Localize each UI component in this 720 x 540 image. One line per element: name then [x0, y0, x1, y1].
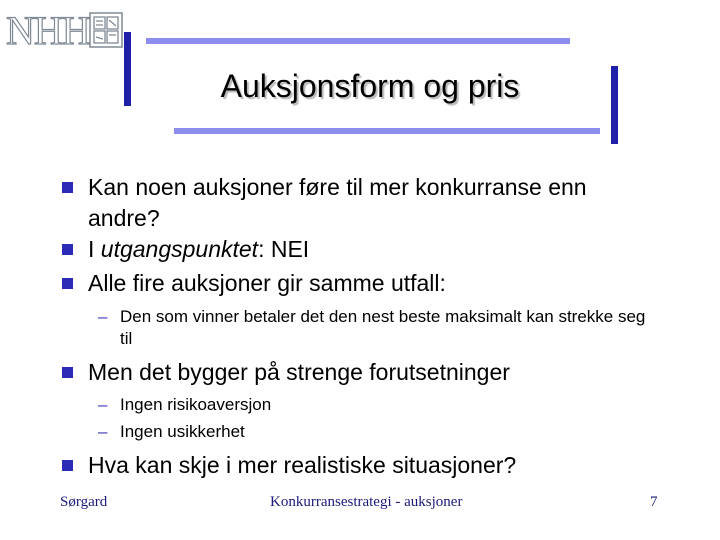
- sub-item-3-1: [98, 306, 650, 350]
- sub-item-4-1: [98, 394, 650, 416]
- title-right-vertical-bar: [611, 66, 618, 144]
- nhh-seal-icon: [89, 12, 123, 48]
- sub-item-text: Ingen usikkerhet: [120, 422, 245, 441]
- footer-page-number: 7: [650, 494, 658, 510]
- bullet-item-2: [88, 234, 648, 265]
- title-bottom-rule: [174, 128, 600, 134]
- square-bullet-icon: [62, 244, 73, 255]
- title-top-rule: [146, 38, 570, 44]
- logo-text: NHH: [6, 8, 90, 53]
- sub-item-text: Ingen risikoaversjon: [120, 395, 272, 414]
- bullet-text-prefix: I: [88, 236, 101, 262]
- bullet-item-5: [88, 450, 648, 481]
- dash-bullet-icon: –: [98, 307, 108, 326]
- dash-bullet-icon: –: [98, 395, 108, 414]
- bullet-text: Alle fire auksjoner gir samme utfall:: [88, 270, 446, 296]
- bullet-text: Kan noen auksjoner føre til mer konkurranse enn andre?: [88, 174, 587, 231]
- nhh-logo: [6, 10, 122, 52]
- footer-course: Konkurransestrategi - auksjoner: [270, 494, 463, 510]
- footer-author: Sørgard: [60, 494, 108, 510]
- bullet-text-emphasis: utgangspunktet: [100, 236, 259, 262]
- bullet-item-4: [88, 357, 648, 388]
- square-bullet-icon: [62, 460, 73, 471]
- bullet-item-1: [88, 172, 648, 234]
- bullet-text-suffix: : NEI: [258, 236, 310, 262]
- bullet-text: Men det bygger på strenge forutsetninger: [88, 359, 510, 385]
- square-bullet-icon: [62, 367, 73, 378]
- bullet-text: Hva kan skje i mer realistiske situasjoner?: [88, 452, 517, 478]
- bullet-item-3: [88, 268, 648, 299]
- sub-item-text: Den som vinner betaler det den nest beste maksimalt kan strekke seg til: [120, 307, 646, 348]
- square-bullet-icon: [62, 278, 73, 289]
- square-bullet-icon: [62, 182, 73, 193]
- dash-bullet-icon: –: [98, 422, 108, 441]
- slide-title: Auksjonsform og pris: [220, 68, 520, 104]
- sub-item-4-2: [98, 421, 650, 443]
